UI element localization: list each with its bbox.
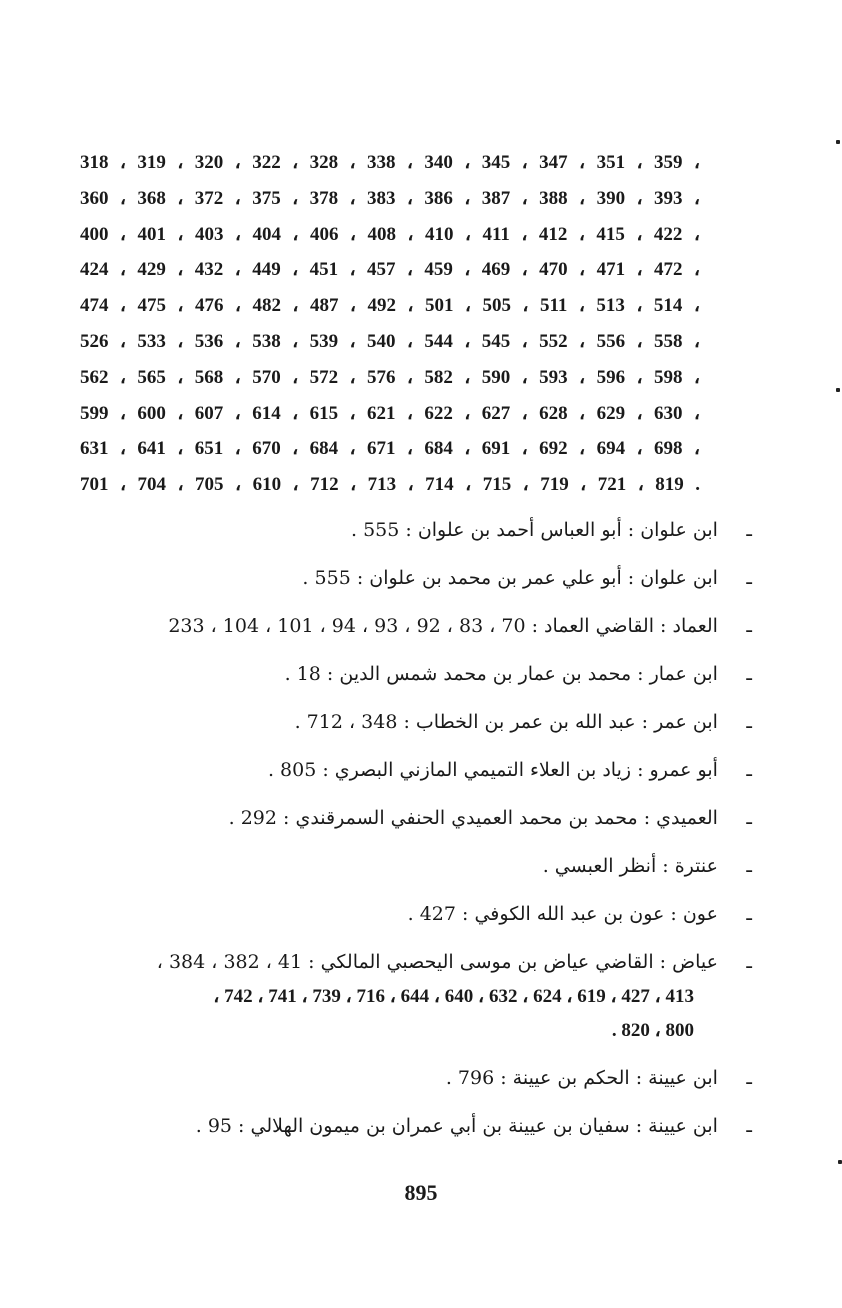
entry-dash: ـ (746, 951, 752, 973)
index-entry (80, 1108, 752, 1144)
entry-text: ابن عيينة : الحكم بن عيينة : 796 . (445, 1067, 718, 1089)
entry-dash: ـ (746, 711, 752, 733)
number-line: 474 ، 475 ، 476 ، 482 ، 487 ، 492 ، 501 ، 505 ، 511 ، 513 ، 514 ، (80, 295, 700, 317)
number-line: 318 ، 319 ، 320 ، 322 ، 328 ، 338 ، 340 ، 345 ، 347 ، 351 ، 359 ، (80, 152, 700, 173)
scan-speck (836, 388, 840, 392)
entry-dash: ـ (746, 1115, 752, 1137)
entry-dash: ـ (746, 615, 752, 637)
index-entry (80, 560, 752, 596)
page-number-references-block (80, 145, 700, 503)
index-entry (80, 1060, 752, 1096)
entry-dash: ـ (746, 903, 752, 925)
index-entry (80, 944, 752, 980)
number-line: 701 ، 704 ، 705 ، 610 ، 712 ، 713 ، 714 ، 715 ، 719 ، 721 ، 819 . (80, 474, 700, 496)
entry-text: ابن عيينة : سفيان بن عيينة بن أبي عمران بن ميمون الهلالي : 95 . (195, 1115, 718, 1137)
index-entry (80, 896, 752, 932)
entry-continuation-line: 800 ، 820 . (611, 1020, 694, 1041)
entry-text: عون : عون بن عبد الله الكوفي : 427 . (407, 903, 718, 925)
entry-text: ابن عمر : عبد الله بن عمر بن الخطاب : 348 ، 712 . (294, 711, 718, 733)
entry-text: ابن علوان : أبو علي عمر بن محمد بن علوان : 555 . (302, 567, 718, 589)
index-entry (80, 800, 752, 836)
entry-dash: ـ (746, 663, 752, 685)
number-line: 526 ، 533 ، 536 ، 538 ، 539 ، 540 ، 544 ، 545 ، 552 ، 556 ، 558 ، (80, 330, 700, 352)
number-line: 631 ، 641 ، 651 ، 670 ، 684 ، 671 ، 684 ، 691 ، 692 ، 694 ، 698 ، (80, 438, 700, 460)
entry-dash: ـ (746, 855, 752, 877)
number-line: 400 ، 401 ، 403 ، 404 ، 406 ، 408 ، 410 ، 411 ، 412 ، 415 ، 422 ، (80, 223, 700, 245)
page-number: 895 (404, 1180, 438, 1205)
entry-dash: ـ (746, 1067, 752, 1089)
entry-text: العميدي : محمد بن محمد العميدي الحنفي السمرقندي : 292 . (228, 807, 718, 829)
entry-dash: ـ (746, 807, 752, 829)
scan-speck (838, 1160, 842, 1164)
entry-text: العماد : القاضي العماد : 70 ، 83 ، 92 ، 93 ، 94 ، 101 ، 104 ، 233 (168, 615, 718, 637)
index-entry (80, 608, 752, 644)
number-line: 424 ، 429 ، 432 ، 449 ، 451 ، 457 ، 459 ، 469 ، 470 ، 471 ، 472 ، (80, 259, 700, 281)
entry-text: ابن عمار : محمد بن عمار بن محمد شمس الدين : 18 . (284, 663, 718, 685)
index-entries (80, 512, 752, 1144)
entry-text: ابن علوان : أبو العباس أحمد بن علوان : 555 . (350, 519, 718, 541)
index-entry (80, 704, 752, 740)
entry-text: أبو عمرو : زياد بن العلاء التميمي المازني البصري : 805 . (267, 759, 718, 781)
entry-continuation-line: 413 ، 427 ، 619 ، 624 ، 632 ، 640 ، 644 ، 716 ، 739 ، 741 ، 742 ، (213, 986, 694, 1007)
entry-dash: ـ (746, 759, 752, 781)
entry-dash: ـ (746, 519, 752, 541)
number-line: 360 ، 368 ، 372 ، 375 ، 378 ، 383 ، 386 ، 387 ، 388 ، 390 ، 393 ، (80, 187, 700, 209)
number-line: 562 ، 565 ، 568 ، 570 ، 572 ، 576 ، 582 ، 590 ، 593 ، 596 ، 598 ، (80, 366, 700, 388)
entry-dash: ـ (746, 567, 752, 589)
scan-speck (836, 140, 840, 144)
entry-text: عياض : القاضي عياض بن موسى اليحصبي المالكي : 41 ، 382 ، 384 ، (156, 951, 718, 973)
index-entry (80, 512, 752, 548)
entry-text: عنترة : أنظر العبسي . (542, 855, 718, 877)
index-entry (80, 848, 752, 884)
number-line: 599 ، 600 ، 607 ، 614 ، 615 ، 621 ، 622 ، 627 ، 628 ، 629 ، 630 ، (80, 402, 700, 424)
index-entry (80, 752, 752, 788)
index-entry (80, 656, 752, 692)
